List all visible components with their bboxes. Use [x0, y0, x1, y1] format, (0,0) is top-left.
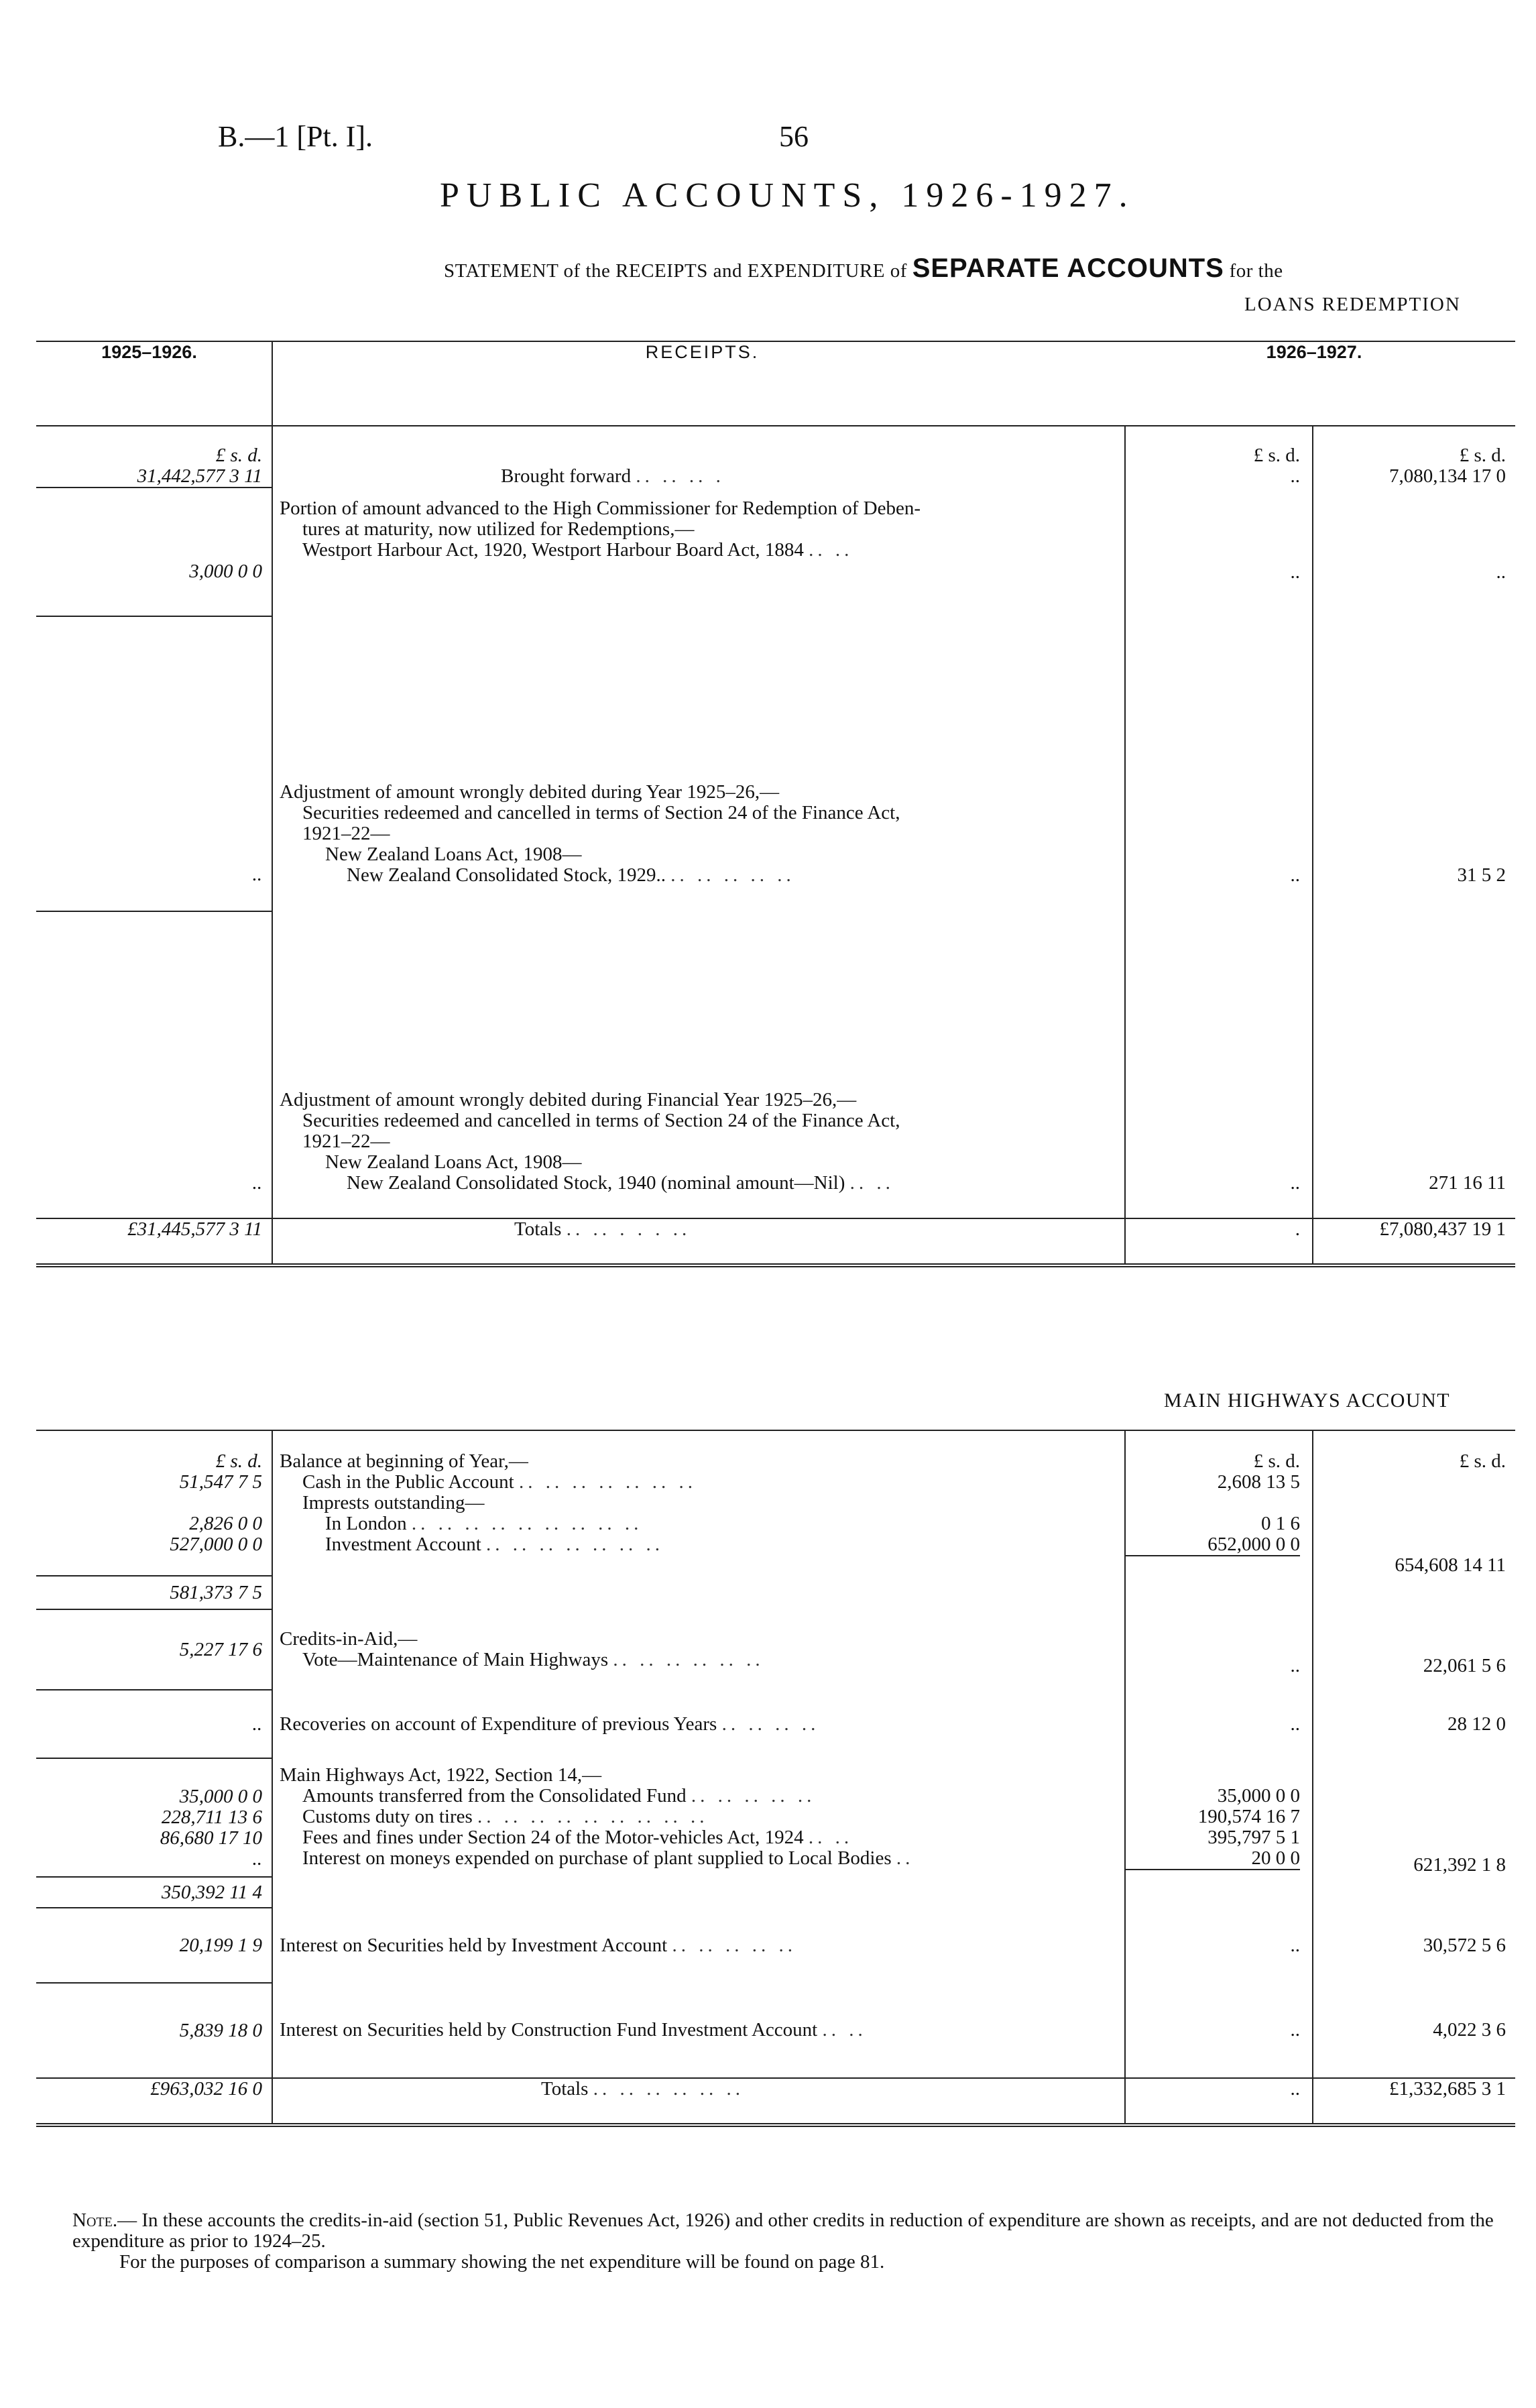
col-head-prev: 1925–1926.: [36, 341, 272, 426]
hw-recoveries-sub: ..: [1125, 1690, 1313, 1758]
hw-interest-con-prev: 5,839 18 0: [36, 1983, 272, 2078]
loans-row-2-line-0: Adjustment of amount wrongly debited during Year 1925–26,—: [280, 781, 780, 803]
loans-row-2-prev: ..: [36, 616, 272, 911]
hw-interest-inv-total: 30,572 5 6: [1423, 1934, 1506, 1956]
loans-totals-sub: .: [1125, 1218, 1313, 1265]
hw-imprests-label: Imprests outstanding—: [302, 1492, 485, 1513]
page-number: 56: [779, 120, 809, 153]
hw-credits-label: Vote—Maintenance of Main Highways .. .. .. .. .. ..: [302, 1649, 764, 1670]
hw-interest-inv-prev: 20,199 1 9: [36, 1908, 272, 1983]
hw-act-item-0-prev: 35,000 0 0: [179, 1786, 262, 1807]
hw-cash-prev: 51,547 7 5: [179, 1471, 262, 1493]
statement-suffix: for the: [1229, 260, 1283, 282]
loans-row-1-line-0: Portion of amount advanced to the High Commissioner for Redemption of Deben-: [280, 498, 921, 519]
hw-act-total: 621,392 1 8: [1413, 1854, 1506, 1876]
hw-balance-prev-total: 581,373 7 5: [36, 1576, 272, 1609]
main-highways-table: [36, 1430, 1515, 2127]
loans-row-3-total: 271 16 11: [1429, 1172, 1506, 1194]
hw-act-item-2-label: Fees and fines under Section 24 of the Motor-vehicles Act, 1924 .. ..: [302, 1827, 853, 1848]
loans-row-3-line-3: New Zealand Loans Act, 1908—: [325, 1151, 582, 1173]
loans-row-2-line-4: New Zealand Consolidated Stock, 1929.. .. .. .. .. ..: [347, 864, 795, 886]
hw-act-item-3-sub: 20 0 0: [1126, 1848, 1300, 1870]
hw-invest-prev: 527,000 0 0: [170, 1534, 262, 1555]
loans-row-2-line-3: New Zealand Loans Act, 1908—: [325, 844, 582, 865]
hw-credits-sub: ..: [1125, 1609, 1313, 1690]
statement-heading: [444, 253, 1283, 284]
loans-row-2-line-1: Securities redeemed and cancelled in terms of Section 24 of the Finance Act,: [302, 802, 900, 823]
hw-units-total: £ s. d.: [1459, 1450, 1506, 1472]
loans-row-0-label: Brought forward .. .. .. .: [501, 465, 725, 487]
loans-row-2-total: 31 5 2: [1457, 864, 1506, 886]
units-sub: £ s. d.: [1253, 445, 1300, 466]
hw-act-item-2-sub: 395,797 5 1: [1207, 1827, 1300, 1848]
loans-row-3-line-1: Securities redeemed and cancelled in terms of Section 24 of the Finance Act,: [302, 1110, 900, 1131]
loans-redemption-table: [36, 341, 1515, 1267]
loans-row-3-prev: ..: [36, 911, 272, 1218]
hw-credits-heading: Credits-in-Aid,—: [280, 1628, 418, 1650]
hw-act-item-0-sub: 35,000 0 0: [1217, 1785, 1300, 1807]
hw-interest-inv-label: Interest on Securities held by Investment Account .. .. .. .. ..: [272, 1908, 1125, 1983]
footnote-line-2: For the purposes of comparison a summary showing the net expenditure will be found on page 81.: [119, 2251, 885, 2273]
hw-units-sub: £ s. d.: [1253, 1450, 1300, 1472]
hw-act-item-1-sub: 190,574 16 7: [1197, 1806, 1300, 1827]
hw-interest-inv-sub: ..: [1125, 1908, 1313, 1983]
hw-act-item-0-label: Amounts transferred from the Consolidated Fund .. .. .. .. ..: [302, 1785, 816, 1807]
hw-act-item-3-label: Interest on moneys expended on purchase of plant supplied to Local Bodies ..: [302, 1847, 914, 1869]
hw-balance-heading: Balance at beginning of Year,—: [280, 1450, 528, 1472]
loans-row-3-line-4: New Zealand Consolidated Stock, 1940 (nominal amount—Nil) .. ..: [347, 1172, 894, 1194]
loans-row-0-total: 7,080,134 17 0: [1389, 465, 1506, 487]
statement-prefix: STATEMENT of the RECEIPTS and EXPENDITURE of: [444, 260, 907, 282]
hw-totals-prev: £963,032 16 0: [36, 2078, 272, 2125]
hw-invest-sub: 652,000 0 0: [1126, 1534, 1300, 1556]
statement-bold: SEPARATE ACCOUNTS: [912, 253, 1224, 283]
hw-units-prev: £ s. d.: [215, 1450, 262, 1472]
footnote-line-1: Note.— In these accounts the credits-in-aid (section 51, Public Revenues Act, 1926) and other credits in reduction of expenditure are shown as receipts, and are not deducted from the expenditure as prior to 1924–25.: [72, 2210, 1494, 2252]
hw-cash-label: Cash in the Public Account .. .. .. .. .. .. ..: [302, 1471, 697, 1493]
hw-recoveries-total: 28 12 0: [1448, 1713, 1506, 1735]
hw-act-item-1-label: Customs duty on tires .. .. .. .. .. .. .. .. ..: [302, 1806, 709, 1827]
loans-row-1-total: ..: [1496, 561, 1506, 583]
hw-london-prev: 2,826 0 0: [189, 1513, 262, 1534]
hw-london-sub: 0 1 6: [1261, 1513, 1300, 1534]
hw-recoveries-label: Recoveries on account of Expenditure of previous Years .. .. .. ..: [272, 1690, 1125, 1758]
hw-totals-sub: ..: [1125, 2078, 1313, 2125]
hw-london-label: In London .. .. .. .. .. .. .. .. ..: [325, 1513, 643, 1534]
hw-totals-total: £1,332,685 3 1: [1313, 2078, 1515, 2125]
loans-row-1-prev: 3,000 0 0: [36, 488, 272, 616]
units-total: £ s. d.: [1459, 445, 1506, 466]
loans-row-1-sub: ..: [1125, 488, 1313, 616]
loans-totals-prev: £31,445,577 3 11: [36, 1218, 272, 1265]
hw-act-item-3-prev: ..: [252, 1848, 262, 1870]
units-prev: £ s. d.: [215, 445, 262, 466]
hw-interest-con-sub: ..: [1125, 1983, 1313, 2078]
hw-act-item-2-prev: 86,680 17 10: [160, 1827, 262, 1849]
main-highways-heading: MAIN HIGHWAYS ACCOUNT: [1164, 1389, 1451, 1412]
loans-row-1-line-2: Westport Harbour Act, 1920, Westport Harbour Board Act, 1884 .. ..: [302, 539, 853, 561]
hw-credits-total: 22,061 5 6: [1423, 1655, 1506, 1676]
loans-row-2-sub: ..: [1125, 616, 1313, 911]
hw-act-item-1-prev: 228,711 13 6: [161, 1807, 262, 1828]
loans-row-3-sub: ..: [1125, 911, 1313, 1218]
loans-row-3-line-2: 1921–22—: [302, 1131, 390, 1152]
loans-totals-total: £7,080,437 19 1: [1313, 1218, 1515, 1265]
loans-redemption-heading: LOANS REDEMPTION: [1244, 294, 1461, 315]
loans-row-0-sub: ..: [1290, 465, 1300, 487]
hw-balance-total: 654,608 14 11: [1395, 1554, 1506, 1576]
loans-row-0-prev: 31,442,577 3 11: [137, 465, 262, 487]
hw-totals-label: Totals .. .. .. .. .. ..: [272, 2078, 1125, 2125]
loans-row-2-line-2: 1921–22—: [302, 823, 390, 844]
hw-credits-prev: 5,227 17 6: [36, 1609, 272, 1690]
col-head-curr: 1926–1927.: [1125, 341, 1515, 426]
loans-row-1-line-1: tures at maturity, now utilized for Redemptions,—: [302, 518, 695, 540]
hw-interest-con-label: Interest on Securities held by Construction Fund Investment Account .. ..: [272, 1983, 1125, 2078]
hw-recoveries-prev: ..: [36, 1690, 272, 1758]
hw-interest-con-total: 4,022 3 6: [1433, 2019, 1506, 2041]
footnote: [72, 2210, 1514, 2273]
hw-cash-sub: 2,608 13 5: [1217, 1471, 1300, 1493]
col-head-receipts: RECEIPTS.: [272, 341, 1125, 426]
hw-act-heading: Main Highways Act, 1922, Section 14,—: [280, 1764, 602, 1786]
loans-row-3-line-0: Adjustment of amount wrongly debited during Financial Year 1925–26,—: [280, 1089, 857, 1110]
document-reference: B.—1 [Pt. I].: [218, 120, 373, 153]
hw-act-prev-total: 350,392 11 4: [36, 1877, 272, 1908]
page-title: PUBLIC ACCOUNTS, 1926-1927.: [440, 176, 1135, 215]
loans-totals-label: Totals .. .. . . . ..: [272, 1218, 1125, 1265]
hw-invest-label: Investment Account .. .. .. .. .. .. ..: [325, 1534, 664, 1555]
